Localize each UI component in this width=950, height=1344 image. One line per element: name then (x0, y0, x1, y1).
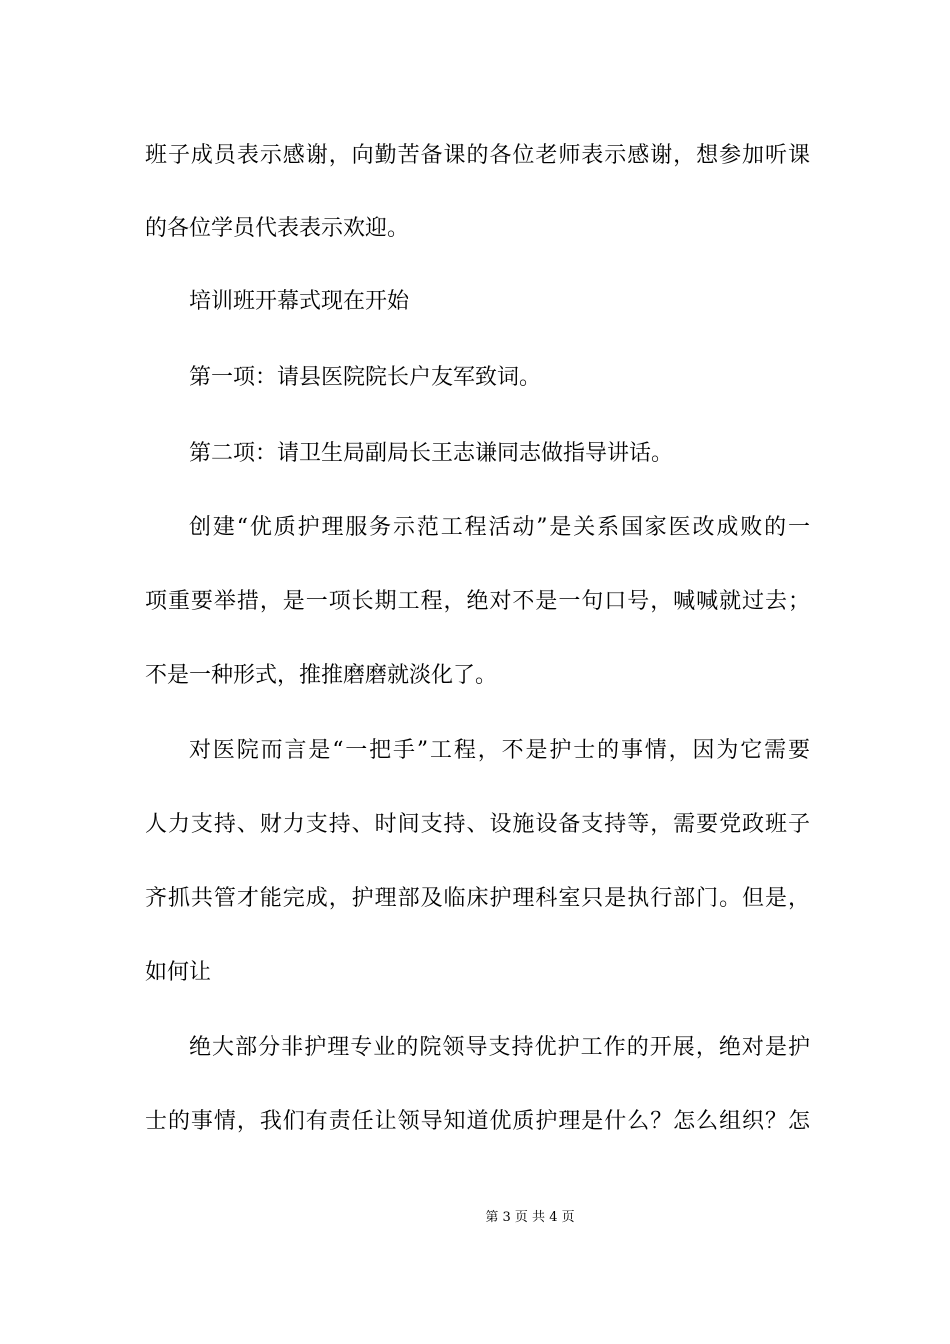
paragraph-line: 项重要举措，是一项长期工程，绝对不是一句口号，喊喊就过去； (145, 589, 810, 614)
page-number-footer: 第 3 页 共 4 页 (485, 1210, 575, 1225)
paragraph-line: 培训班开幕式现在开始 (189, 289, 410, 314)
paragraph-line: 对医院而言是“一把手”工程，不是护士的事情，因为它需要 (189, 738, 810, 763)
paragraph-line: 班子成员表示感谢，向勤苦备课的各位老师表示感谢，想参加听课 (145, 143, 810, 168)
paragraph-line: 士的事情，我们有责任让领导知道优质护理是什么？怎么组织？怎 (145, 1109, 810, 1134)
paragraph-line: 绝大部分非护理专业的院领导支持优护工作的开展，绝对是护 (189, 1035, 810, 1060)
paragraph-line: 齐抓共管才能完成，护理部及临床护理科室只是执行部门。但是， (145, 886, 810, 911)
paragraph-line: 创建“优质护理服务示范工程活动”是关系国家医改成败的一 (189, 515, 810, 540)
paragraph-line: 不是一种形式，推推磨磨就淡化了。 (145, 663, 498, 688)
paragraph-line: 如何让 (145, 960, 212, 985)
paragraph-line: 第二项：请卫生局副局长王志谦同志做指导讲话。 (189, 441, 674, 466)
paragraph-line: 第一项：请县医院院长户友军致词。 (189, 365, 542, 390)
paragraph-line: 人力支持、财力支持、时间支持、设施设备支持等，需要党政班子 (145, 812, 810, 837)
paragraph-line: 的各位学员代表表示欢迎。 (145, 216, 410, 241)
